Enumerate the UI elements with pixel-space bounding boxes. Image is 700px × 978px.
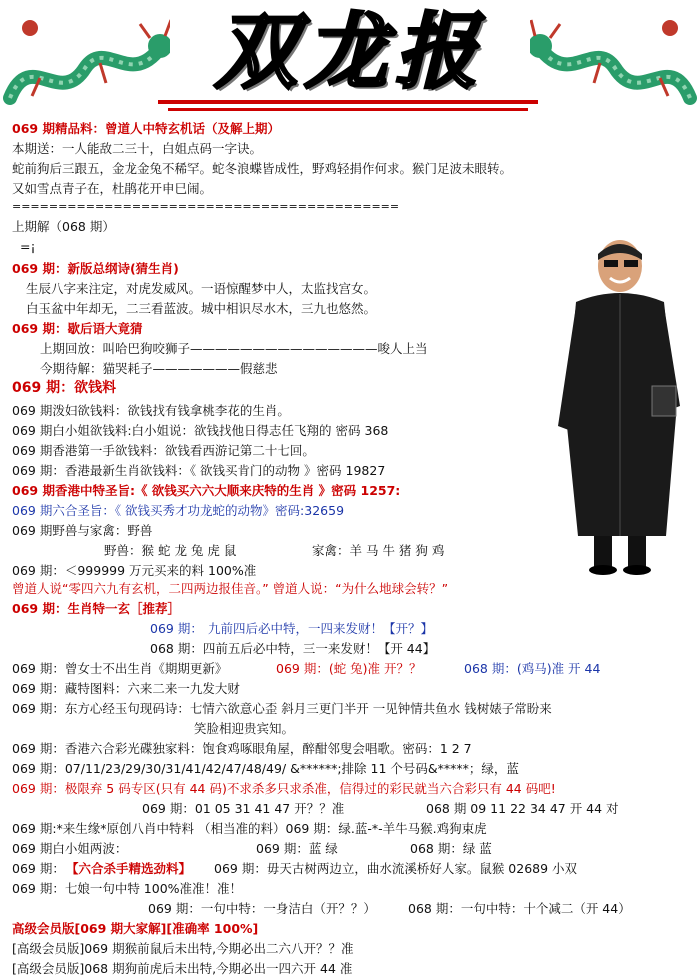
masthead [0, 0, 700, 120]
text-line: 068 期：绿 蓝 [410, 841, 492, 856]
section-heading: 069 期：生肖特一玄［推荐］ [12, 601, 180, 616]
text-line: 068 期：四前五后必中特，三一来发财！【开 44】 [150, 641, 436, 656]
text-line: 上期解（068 期） [12, 219, 115, 234]
text-line: 069 期香港中特圣旨:《 欲钱买六六大顺来庆特的生肖 》密码 1257: [12, 483, 401, 498]
text-line: 069 期：东方心经玉句现码诗：七情六欲意心歪 斜月三更门半开 一见钟情共鱼水 钱树婊子常盼来 [12, 701, 552, 716]
text-line: 069 期：蓝 绿 [256, 841, 338, 856]
section-heading: 069 期：歇后语大竟猜 [12, 321, 143, 336]
text-line: 069 期香港第一手欲钱料：欲钱看西游记第二十七回。 [12, 443, 315, 458]
text-line: 本期送：一人能敌二三十，白姐点码一字诀。 [12, 141, 263, 156]
text-line: 野兽：猴 蛇 龙 兔 虎 鼠 [104, 543, 237, 558]
text-line: 069 期泼妇欲钱料：欲钱找有钱拿桃李花的生肖。 [12, 403, 290, 418]
text-line: [高级会员版]069 期猴前鼠后未出特,今期必出二六八开？？准 [12, 941, 354, 956]
text-line: [高级会员版]068 期狗前虎后未出特,今期必出一四六开 44 准 [12, 961, 353, 976]
text-line: 069 期精品料：曾道人中特玄机话（及解上期） [12, 121, 280, 136]
text-line: 069 期：一句中特：一身洁白（开？？） [148, 901, 376, 916]
text-line: 069 期：01 05 31 41 47 开？？准 [142, 801, 345, 816]
text-line: 069 期：极限弃 5 码专区(只有 44 码)不求杀多只求杀准，信得过的彩民就当六合彩只有 44 码吧! [12, 781, 556, 796]
text-line: 069 期白小姐欲钱料:白小姐说：欲钱找他日得志任飞翔的 密码 368 [12, 423, 389, 438]
text-line: 069 期野兽与家禽：野兽 [12, 523, 153, 538]
text-line: 069 期：＜999999 万元买来的料 100%准 [12, 563, 257, 578]
person-figure-icon [548, 236, 688, 576]
text-line: 上期回放：叫哈巴狗咬狮子———————————————唆人上当 [40, 341, 428, 356]
text-line: 068 期：(鸡马)准 开 44 [464, 661, 601, 676]
text-line: 069 期：07/11/23/29/30/31/41/42/47/48/49/ &******;排除 11 个号码&*****；绿，蓝 [12, 761, 519, 776]
text-line: 白玉盆中年却无，二三看蓝波。城中相识尽水木，三九也悠然。 [26, 301, 377, 316]
text-line: 069 期六合圣旨：《 欲钱买秀才功龙蛇的动物》密码:32659 [12, 503, 345, 518]
text-line: 蛇前狗后三跟五，金龙金兔不稀罕。蛇冬浪蝶皆成性，野鸡轻捐作何求。猴门足波未眼转。 [12, 161, 513, 176]
dragon-icon [0, 8, 170, 118]
text-line: 068 期 09 11 22 34 47 开 44 对 [426, 801, 619, 816]
text-line: 曾道人说“零四六九有玄机，二四两边报佳音。” 曾道人说：“为什么地球会转？” [12, 581, 449, 596]
text-line: 069 期： [12, 861, 65, 876]
section-heading: 069 期：新版总纲诗(猜生肖) [12, 261, 179, 276]
text-line: 069 期：七娘一句中特 100%准准！准！ [12, 881, 243, 896]
text-line: 069 期： [150, 621, 203, 636]
divider [168, 108, 528, 111]
text-line: 069 期：藏特图料：六来二来一九发大财 [12, 681, 240, 696]
text-line: 069 期：曾女士不出生肖《期期更新》 [12, 661, 228, 676]
text-line: 今期待解：猫哭耗子———————假慈悲 [40, 361, 278, 376]
section-heading: 高级会员版[069 期大家解][准确率 100%] [12, 921, 259, 936]
text-line: 生辰八字来注定，对虎发威风。一语惊醒梦中人，太监找宫女。 [26, 281, 377, 296]
text-line: 069 期：香港六合彩光碟独家料：饱食鸡啄眼角屋，醉酣邻叟会唱歌。密码：1 2 7 [12, 741, 472, 756]
section-heading: 069 期：欲钱料 [12, 380, 117, 396]
text-line: 069 期:*来生缘*原创八肖中特料 （相当准的料）069 期：绿.蓝-*-羊牛马猴.鸡狗束虎 [12, 821, 487, 836]
text-line: 家禽：羊 马 牛 猪 狗 鸡 [312, 543, 445, 558]
text-line: 九前四后必中特，一四来发财！【开？】 [208, 621, 434, 636]
text-line: 【六合杀手精选劲料】 [66, 861, 192, 876]
text-line: 069 期：香港最新生肖欲钱料：《 欲钱买肯门的动物 》密码 19827 [12, 463, 386, 478]
text-line: 又如雪点青子在，杜鹃花开申巳闹。 [12, 181, 213, 196]
dragon-icon [530, 8, 700, 118]
divider [158, 100, 538, 104]
page-title: 双龙报 [215, 4, 485, 100]
text-line: 069 期：(蛇 兔)准 开？？ [276, 661, 422, 676]
text-line: 068 期：一句中特：十个减二（开 44） [408, 901, 631, 916]
text-line: 069 期：毋天古树两边立，曲水流溪桥好人家。鼠猴 02689 小双 [214, 861, 578, 876]
divider-text: ========================================== [12, 200, 400, 213]
text-line: 笑脸相迎贵宾知。 [194, 721, 295, 736]
text-line: 069 期白小姐两波： [12, 841, 128, 856]
text-line: =¡ [20, 239, 36, 254]
